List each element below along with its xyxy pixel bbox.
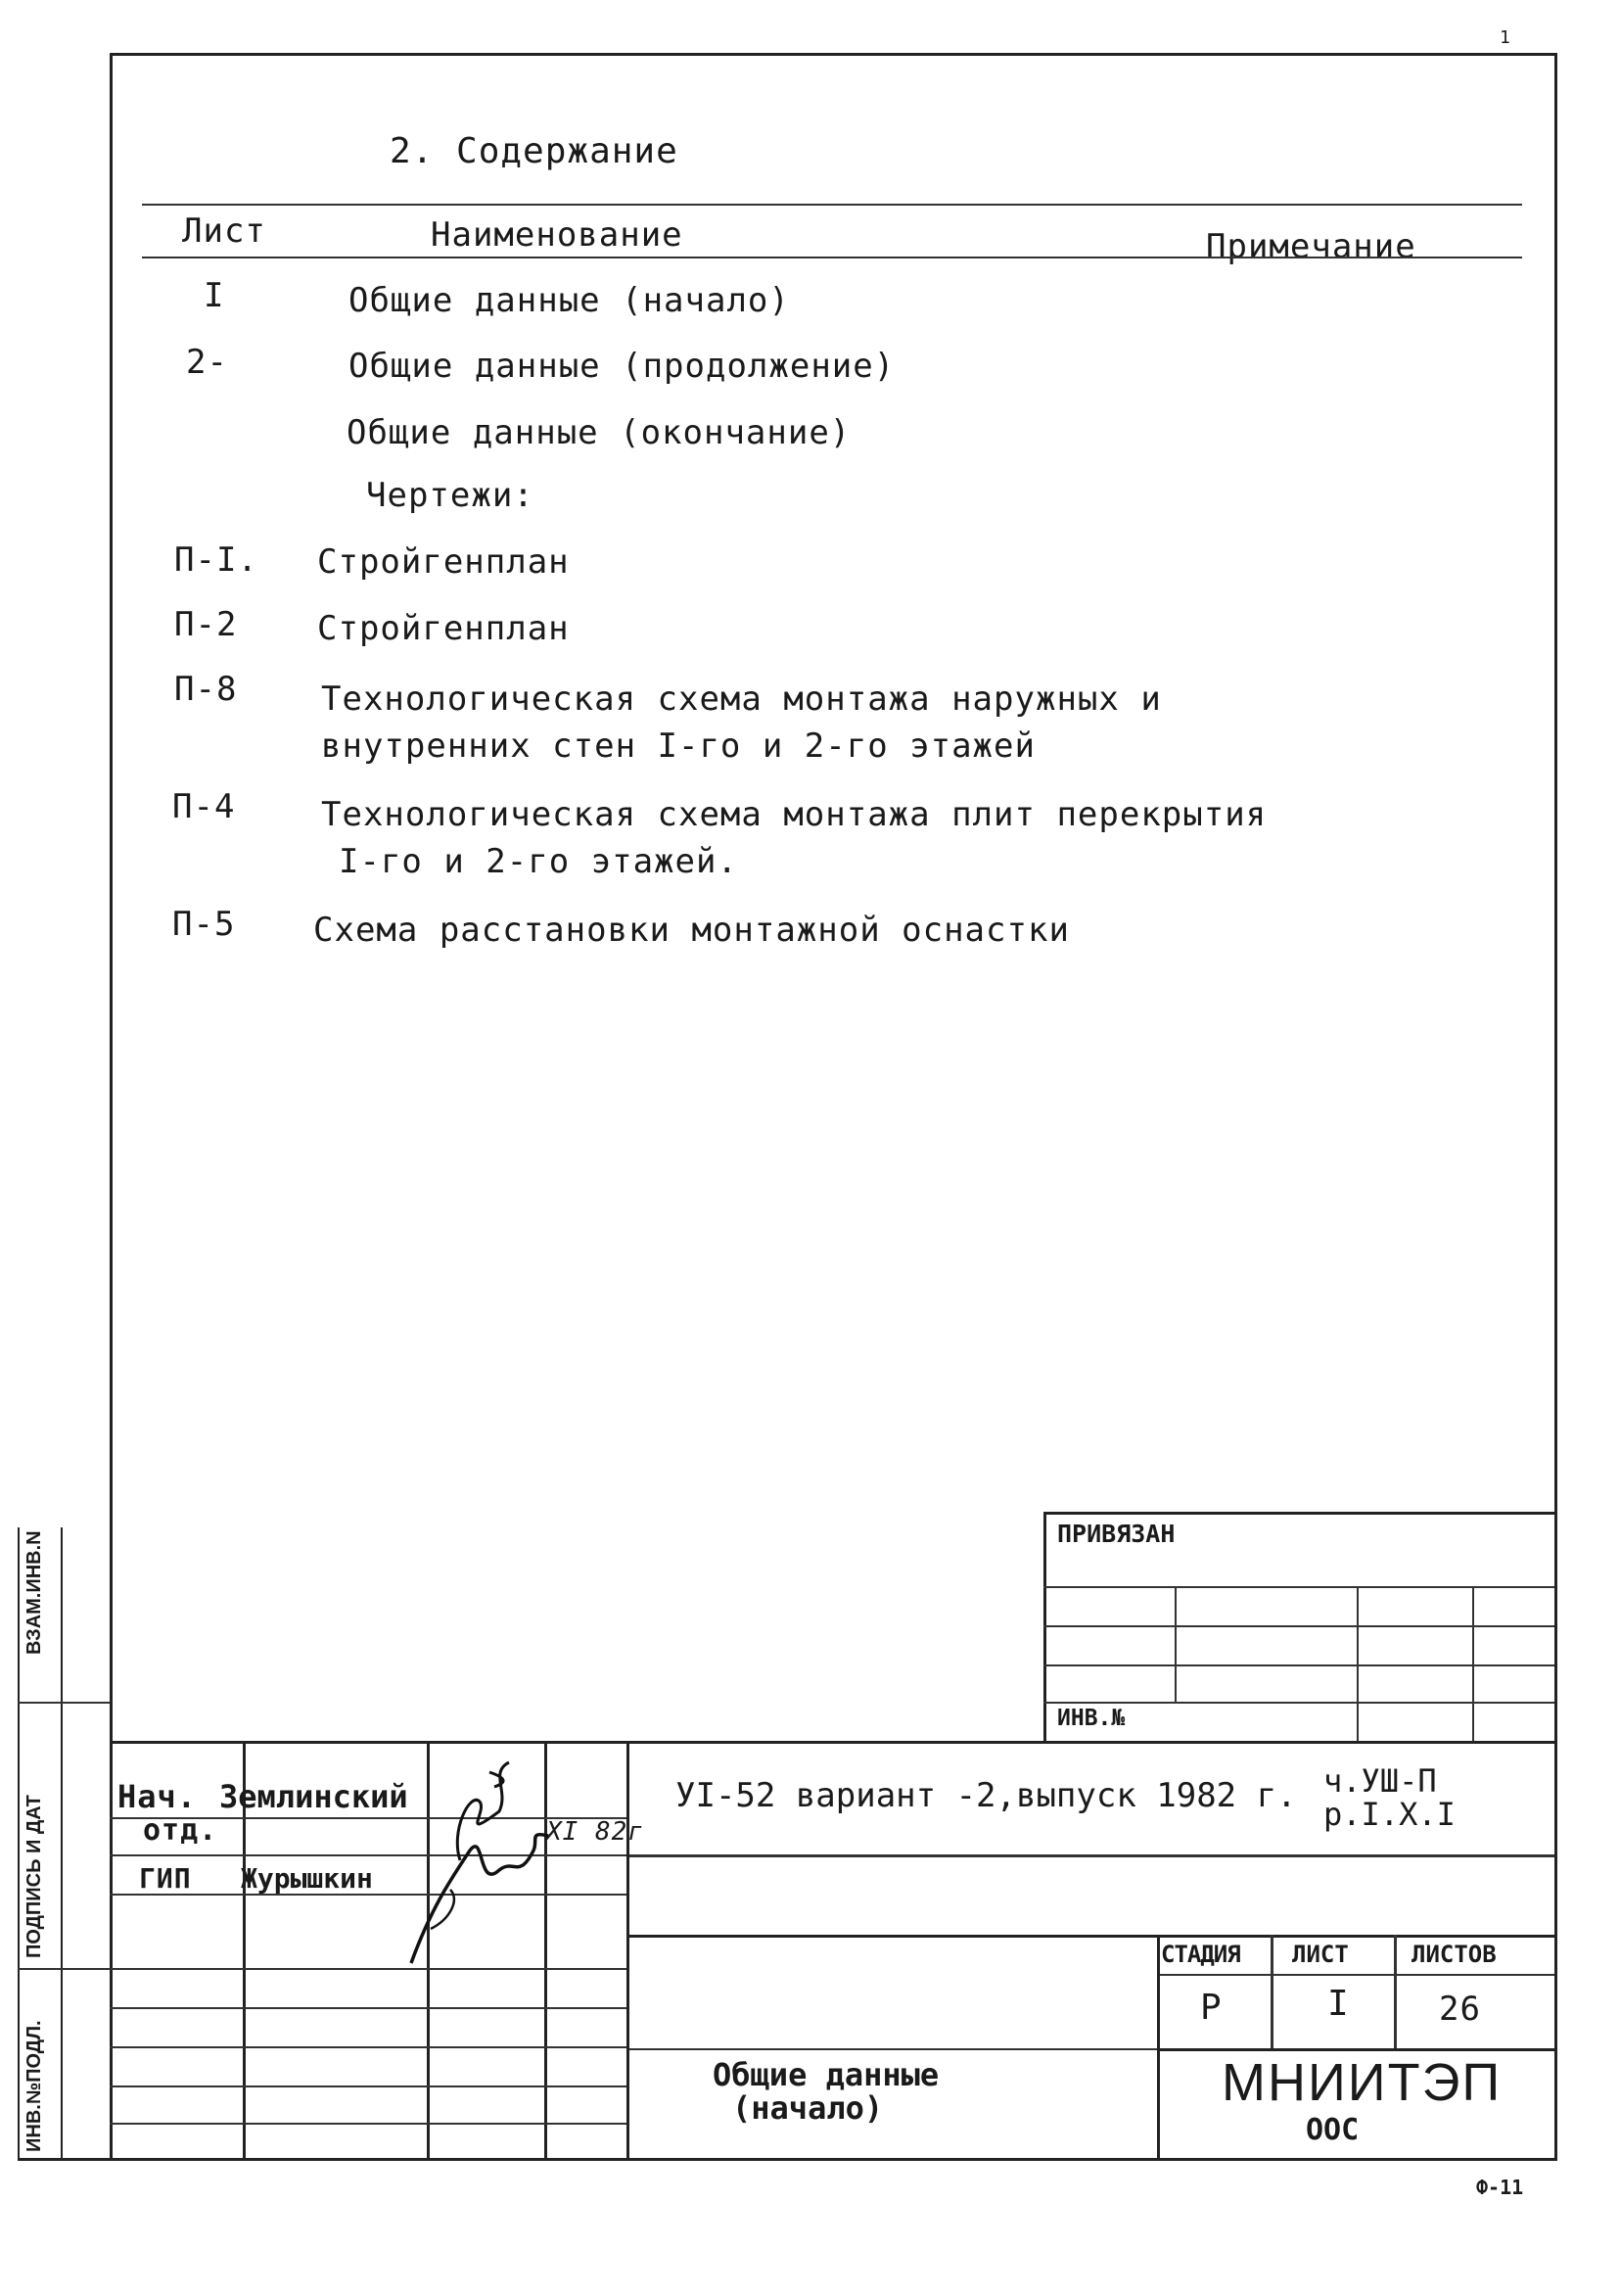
stamp-proj-rule [626,1854,1554,1857]
frame-right [1554,53,1557,2158]
person-name: Журышкин [241,1862,373,1895]
drawings-subheading: Чертежи: [366,476,534,515]
side-label-signature-date: ПОДПИСЬ И ДАТ [23,1795,45,1958]
stamp-mid-rule [626,1935,1554,1938]
signature-scribble [392,1733,558,1968]
doc-title-line-1: Общие данные [713,2056,940,2093]
person-row-6 [110,2046,626,2048]
person-row-7 [110,2085,626,2087]
privyazan-col-1 [1175,1586,1177,1702]
header-name: Наименование [431,215,683,255]
stage-value: Р [1200,1988,1223,2028]
margin-strip-inner [61,1527,63,2158]
sheet-label: ЛИСТ [1292,1941,1349,1968]
stamp-top [110,1741,1554,1744]
stamp-stage-rule [1157,1974,1554,1976]
stamp-org-rule [1157,2048,1554,2051]
sign-date: XI 82г [546,1817,644,1847]
table-row-sheet: I [204,276,225,315]
person-name: Землинский [219,1778,408,1815]
privyazan-col-3 [1472,1586,1474,1743]
privyazan-rule-3 [1043,1664,1554,1666]
stamp-sheet-col [1271,1935,1273,2048]
privyazan-label: ПРИВЯЗАН [1057,1520,1176,1548]
side-label-inv-orig: ИНВ.№ПОДЛ. [23,2020,45,2152]
table-row-name: Общие данные (окончание) [347,413,852,452]
table-row-name-cont: внутренних стен I-го и 2-го этажей [321,726,1036,766]
sheets-label: ЛИСТОВ [1412,1941,1497,1968]
person-row-4 [20,1968,626,1970]
table-row-sheet: 2- [186,343,228,382]
table-row-name: Стройгенплан [317,542,570,582]
form-code: Ф-11 [1476,2176,1524,2199]
margin-strip-outer [18,1527,20,2158]
table-header-bottom-rule [142,257,1522,258]
header-sheet: Лист [182,211,266,251]
privyazan-rule-4 [1043,1702,1554,1704]
project-designation: УI-52 вариант -2,выпуск 1982 г. [675,1776,1297,1815]
stamp-title-rule [626,2048,1157,2050]
table-row-sheet: П-I. [174,540,258,580]
organization-name: МНИИТЭП [1222,2053,1503,2112]
privyazan-left [1043,1512,1046,1743]
table-row-sheet: П-8 [174,670,238,709]
margin-strip-rule-2 [18,1968,110,1970]
table-row-sheet: П-4 [172,787,236,826]
table-row-name: Схема расстановки монтажной оснастки [313,911,1070,950]
margin-strip-rule-1 [18,1702,110,1704]
person-role: отд. [143,1813,218,1848]
sheet-value: I [1327,1984,1350,2024]
table-row-name-cont: I-го и 2-го этажей. [339,842,738,881]
table-header-top-rule [142,204,1522,206]
table-row-name: Общие данные (начало) [348,281,790,320]
stage-label: СТАДИЯ [1161,1941,1240,1968]
project-ref-1: ч.УШ-П [1323,1762,1437,1800]
project-ref-2: р.I.X.I [1323,1796,1456,1833]
sheets-value: 26 [1439,1990,1481,2029]
table-row-sheet: П-5 [172,905,236,944]
person-row-5 [110,2007,626,2009]
frame-bottom [18,2158,1557,2161]
frame-top [110,53,1556,56]
person-role: ГИП [139,1862,192,1895]
corner-mark: 1 [1500,27,1511,48]
table-row-name: Общие данные (продолжение) [348,347,896,386]
person-row-8 [110,2123,626,2125]
page-title: 2. Содержание [390,131,678,171]
table-row-name: Технологическая схема монтажа наружных и [321,679,1162,719]
stamp-sheets-col [1394,1935,1397,2048]
table-row-name: Стройгенплан [317,609,570,648]
frame-left [110,53,113,2158]
organization-sub: ООС [1306,2113,1360,2147]
person-grid-col-4 [626,1741,629,2158]
privyazan-rule-1 [1043,1586,1554,1588]
inv-number-label: ИНВ.№ [1057,1706,1126,1731]
privyazan-rule-2 [1043,1625,1554,1627]
privyazan-top [1043,1512,1554,1515]
table-row-name: Технологическая схема монтажа плит перекрытия [321,795,1268,834]
doc-title-line-2: (начало) [732,2089,884,2127]
person-role: Нач. [117,1778,198,1815]
table-row-sheet: П-2 [174,605,238,644]
side-label-vzam-inv: ВЗАМ.ИНВ.N [23,1530,45,1655]
header-note: Примечание [1206,227,1416,266]
stamp-stage-col [1157,1935,1160,2158]
privyazan-col-2 [1357,1586,1359,1743]
